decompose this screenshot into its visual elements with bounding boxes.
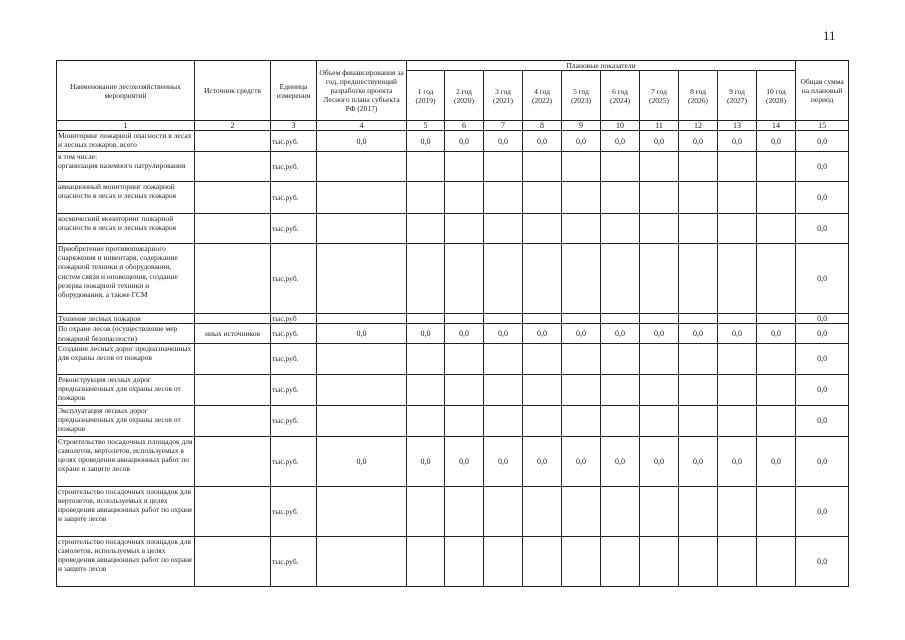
row-year-value: 0,0	[640, 436, 679, 486]
row-year-value	[562, 486, 601, 536]
column-number: 9	[562, 121, 601, 131]
row-year-value: 0,0	[484, 324, 523, 343]
row-year-value	[523, 405, 562, 436]
row-year-value	[757, 314, 796, 324]
table-row	[57, 131, 849, 152]
row-year-value: 0,0	[640, 131, 679, 152]
row-year-value	[679, 214, 718, 244]
row-year-value	[679, 405, 718, 436]
row-year-value: 0,0	[484, 436, 523, 486]
row-year-value: 0,0	[601, 131, 640, 152]
row-year-value	[640, 486, 679, 536]
row-year-value	[562, 405, 601, 436]
header-unit: Единица измерения	[271, 61, 317, 121]
row-year-value: 0,0	[523, 324, 562, 343]
row-name: в том числе: организация наземного патрулирования	[57, 152, 195, 182]
row-year-value	[445, 214, 484, 244]
row-year-value	[757, 182, 796, 214]
row-year-value: 0,0	[562, 131, 601, 152]
header-year: 8 год (2026)	[679, 71, 718, 121]
row-volume: 0,0	[317, 131, 407, 152]
row-year-value	[523, 244, 562, 314]
header-source: Источник средств	[195, 61, 271, 121]
row-year-value	[523, 152, 562, 182]
column-number: 13	[718, 121, 757, 131]
row-total: 0,0	[796, 131, 849, 152]
table-row	[57, 436, 849, 486]
row-year-value: 0,0	[523, 436, 562, 486]
row-total: 0,0	[796, 324, 849, 343]
row-year-value: 0,0	[757, 436, 796, 486]
column-number: 14	[757, 121, 796, 131]
row-unit: тыс.руб	[271, 314, 317, 324]
row-year-value	[601, 314, 640, 324]
row-year-value	[523, 374, 562, 405]
header-year: 6 год (2024)	[601, 71, 640, 121]
row-year-value	[718, 486, 757, 536]
row-year-value	[562, 536, 601, 586]
row-year-value	[601, 405, 640, 436]
row-year-value	[679, 536, 718, 586]
row-year-value: 0,0	[757, 131, 796, 152]
column-number: 2	[195, 121, 271, 131]
row-source	[195, 244, 271, 314]
row-volume: 0,0	[317, 436, 407, 486]
row-year-value	[601, 374, 640, 405]
row-year-value	[601, 182, 640, 214]
column-number: 7	[484, 121, 523, 131]
row-name: Приобретение противопожарного снаряжения и инвентаря, содержание пожарной техники и оборудования, систем связи и оповещения, создание резерва пожарной техники и оборудования, а также ГСМ	[57, 244, 195, 314]
row-year-value	[640, 374, 679, 405]
header-year: 2 год (2020)	[445, 71, 484, 121]
row-year-value	[407, 343, 445, 374]
row-year-value	[601, 214, 640, 244]
row-source	[195, 374, 271, 405]
row-year-value	[407, 152, 445, 182]
column-number: 10	[601, 121, 640, 131]
row-year-value	[679, 314, 718, 324]
page-number: 11	[823, 28, 836, 43]
row-unit: тыс.руб.	[271, 436, 317, 486]
row-total: 0,0	[796, 343, 849, 374]
row-year-value	[562, 182, 601, 214]
row-year-value	[445, 343, 484, 374]
row-source	[195, 343, 271, 374]
row-year-value	[601, 343, 640, 374]
row-year-value	[562, 244, 601, 314]
row-unit: тыс.руб.	[271, 374, 317, 405]
row-year-value	[445, 182, 484, 214]
row-year-value	[601, 244, 640, 314]
row-year-value	[640, 314, 679, 324]
row-name: космический мониторинг пожарной опасности в лесах и лесных пожаров	[57, 214, 195, 244]
row-year-value	[757, 214, 796, 244]
row-total: 0,0	[796, 436, 849, 486]
row-year-value: 0,0	[601, 324, 640, 343]
row-year-value	[445, 244, 484, 314]
row-source	[195, 436, 271, 486]
row-source	[195, 214, 271, 244]
row-total: 0,0	[796, 152, 849, 182]
row-volume	[317, 182, 407, 214]
row-volume	[317, 486, 407, 536]
row-unit: тыс.руб.	[271, 536, 317, 586]
row-year-value	[718, 314, 757, 324]
row-year-value: 0,0	[445, 324, 484, 343]
row-year-value	[718, 343, 757, 374]
row-name: Создание лесных дорог предназначенных для охраны лесов от пожаров	[57, 343, 195, 374]
row-total: 0,0	[796, 374, 849, 405]
row-source	[195, 182, 271, 214]
row-year-value	[407, 374, 445, 405]
row-unit: тыс.руб.	[271, 343, 317, 374]
table-row	[57, 314, 849, 324]
row-source	[195, 152, 271, 182]
row-year-value	[757, 152, 796, 182]
row-volume	[317, 405, 407, 436]
row-year-value	[757, 244, 796, 314]
row-year-value	[523, 486, 562, 536]
row-year-value	[640, 244, 679, 314]
row-name: строительство посадочных площадок для вертолетов, используемых в целях проведения авиационных работ по охране и защите лесов	[57, 486, 195, 536]
row-year-value	[757, 486, 796, 536]
row-year-value: 0,0	[679, 436, 718, 486]
header-year: 3 год (2021)	[484, 71, 523, 121]
row-name: Реконструкция лесных дорог предназначенных для охраны лесов от пожаров	[57, 374, 195, 405]
row-year-value: 0,0	[718, 131, 757, 152]
table-row	[57, 536, 849, 586]
row-year-value: 0,0	[484, 131, 523, 152]
row-year-value	[445, 486, 484, 536]
row-year-value: 0,0	[407, 324, 445, 343]
header-year: 4 год (2022)	[523, 71, 562, 121]
row-year-value	[523, 314, 562, 324]
row-unit: тыс.руб.	[271, 131, 317, 152]
row-year-value	[445, 314, 484, 324]
row-name: Мониторинг пожарной опасности в лесах и лесных пожаров, всего	[57, 131, 195, 152]
row-year-value	[562, 314, 601, 324]
row-year-value	[484, 214, 523, 244]
row-total: 0,0	[796, 486, 849, 536]
row-name: авиационный мониторинг пожарной опасности в лесах и лесных пожаров	[57, 182, 195, 214]
row-year-value	[679, 374, 718, 405]
row-source	[195, 536, 271, 586]
row-year-value	[757, 374, 796, 405]
row-name: Тушение лесных пожаров	[57, 314, 195, 324]
row-year-value	[445, 405, 484, 436]
row-year-value: 0,0	[679, 131, 718, 152]
table-row	[57, 374, 849, 405]
row-year-value	[757, 536, 796, 586]
forest-plan-table	[56, 60, 849, 587]
row-source: иных источников	[195, 324, 271, 343]
row-total: 0,0	[796, 314, 849, 324]
header-year: 9 год (2027)	[718, 71, 757, 121]
row-year-value	[407, 244, 445, 314]
row-source	[195, 486, 271, 536]
row-year-value: 0,0	[679, 324, 718, 343]
row-year-value	[640, 182, 679, 214]
row-year-value	[562, 152, 601, 182]
row-volume	[317, 374, 407, 405]
row-year-value	[679, 343, 718, 374]
row-year-value: 0,0	[601, 436, 640, 486]
row-total: 0,0	[796, 214, 849, 244]
table-row	[57, 324, 849, 343]
row-year-value	[523, 182, 562, 214]
row-year-value	[445, 152, 484, 182]
row-year-value: 0,0	[640, 324, 679, 343]
row-unit: тыс.руб.	[271, 214, 317, 244]
row-volume	[317, 314, 407, 324]
row-year-value	[640, 152, 679, 182]
row-year-value	[484, 244, 523, 314]
row-year-value: 0,0	[523, 131, 562, 152]
row-source	[195, 314, 271, 324]
column-number: 15	[796, 121, 849, 131]
row-year-value	[640, 214, 679, 244]
row-total: 0,0	[796, 182, 849, 214]
row-volume	[317, 343, 407, 374]
row-year-value	[407, 182, 445, 214]
row-year-value	[601, 486, 640, 536]
row-unit: тыс.руб.	[271, 324, 317, 343]
row-year-value: 0,0	[445, 131, 484, 152]
row-year-value	[445, 374, 484, 405]
row-year-value: 0,0	[445, 436, 484, 486]
table-row	[57, 152, 849, 182]
row-year-value	[679, 182, 718, 214]
header-total: Общая сумма на плановый период	[796, 61, 849, 121]
row-year-value	[407, 536, 445, 586]
row-year-value	[640, 405, 679, 436]
row-year-value	[640, 343, 679, 374]
row-year-value	[484, 374, 523, 405]
column-number: 1	[57, 121, 195, 131]
row-source	[195, 131, 271, 152]
row-year-value	[718, 374, 757, 405]
row-year-value	[718, 536, 757, 586]
row-year-value	[757, 343, 796, 374]
header-plan: Плановые показатели	[407, 61, 796, 71]
row-year-value	[407, 405, 445, 436]
header-name: Наименование лесохозяйственных мероприятий	[57, 61, 195, 121]
table-row	[57, 405, 849, 436]
row-year-value: 0,0	[718, 436, 757, 486]
row-year-value	[562, 343, 601, 374]
row-year-value	[562, 214, 601, 244]
row-year-value	[445, 536, 484, 586]
row-year-value	[484, 343, 523, 374]
header-year: 10 год (2028)	[757, 71, 796, 121]
row-year-value	[718, 182, 757, 214]
row-year-value	[679, 486, 718, 536]
row-year-value: 0,0	[407, 131, 445, 152]
table-row	[57, 182, 849, 214]
row-year-value	[718, 405, 757, 436]
table-row	[57, 343, 849, 374]
row-name: По охране лесов (осуществление мер пожарной безопасности)	[57, 324, 195, 343]
table-row	[57, 244, 849, 314]
row-year-value	[484, 314, 523, 324]
table-row	[57, 214, 849, 244]
row-volume	[317, 536, 407, 586]
row-year-value	[718, 214, 757, 244]
row-total: 0,0	[796, 405, 849, 436]
row-year-value: 0,0	[718, 324, 757, 343]
row-unit: тыс.руб.	[271, 486, 317, 536]
row-total: 0,0	[796, 536, 849, 586]
row-year-value: 0,0	[407, 436, 445, 486]
row-name: Эксплуатация лесных дорог предназначенных для охраны лесов от пожаров	[57, 405, 195, 436]
row-year-value: 0,0	[757, 324, 796, 343]
row-year-value	[484, 152, 523, 182]
column-number: 6	[445, 121, 484, 131]
header-year: 5 год (2023)	[562, 71, 601, 121]
row-name: Строительство посадочных площадок для самолетов, вертолетов, используемых в целях проведения авиационных работ по охране и защите лесов	[57, 436, 195, 486]
row-unit: тыс.руб.	[271, 244, 317, 314]
column-number: 11	[640, 121, 679, 131]
row-year-value: 0,0	[562, 324, 601, 343]
row-year-value	[679, 244, 718, 314]
row-year-value	[718, 244, 757, 314]
row-year-value	[523, 536, 562, 586]
row-year-value	[718, 152, 757, 182]
row-volume	[317, 244, 407, 314]
column-number: 3	[271, 121, 317, 131]
row-year-value	[484, 536, 523, 586]
row-unit: тыс.руб.	[271, 152, 317, 182]
row-volume	[317, 214, 407, 244]
row-year-value	[484, 486, 523, 536]
row-year-value	[757, 405, 796, 436]
row-year-value	[523, 214, 562, 244]
row-year-value: 0,0	[562, 436, 601, 486]
column-number: 8	[523, 121, 562, 131]
row-volume	[317, 152, 407, 182]
column-number: 5	[407, 121, 445, 131]
row-year-value	[407, 486, 445, 536]
column-number: 12	[679, 121, 718, 131]
row-year-value	[407, 314, 445, 324]
row-year-value	[640, 536, 679, 586]
header-year: 1 год (2019)	[407, 71, 445, 121]
row-unit: тыс.руб.	[271, 182, 317, 214]
header-year: 7 год (2025)	[640, 71, 679, 121]
row-year-value	[601, 536, 640, 586]
row-year-value	[484, 182, 523, 214]
header-volume: Объем финансирования за год, предшествующий разработке проекта Лесного плана субъекта РФ (2017)	[317, 61, 407, 121]
row-unit: тыс.руб.	[271, 405, 317, 436]
row-year-value	[562, 374, 601, 405]
row-year-value	[679, 152, 718, 182]
column-number: 4	[317, 121, 407, 131]
row-source	[195, 405, 271, 436]
row-year-value	[523, 343, 562, 374]
row-year-value	[407, 214, 445, 244]
row-total: 0,0	[796, 244, 849, 314]
table-row	[57, 486, 849, 536]
row-volume: 0,0	[317, 324, 407, 343]
row-year-value	[601, 152, 640, 182]
row-name: строительство посадочных площадок для самолетов, используемых в целях проведения авиационных работ по охране и защите лесов	[57, 536, 195, 586]
row-year-value	[484, 405, 523, 436]
